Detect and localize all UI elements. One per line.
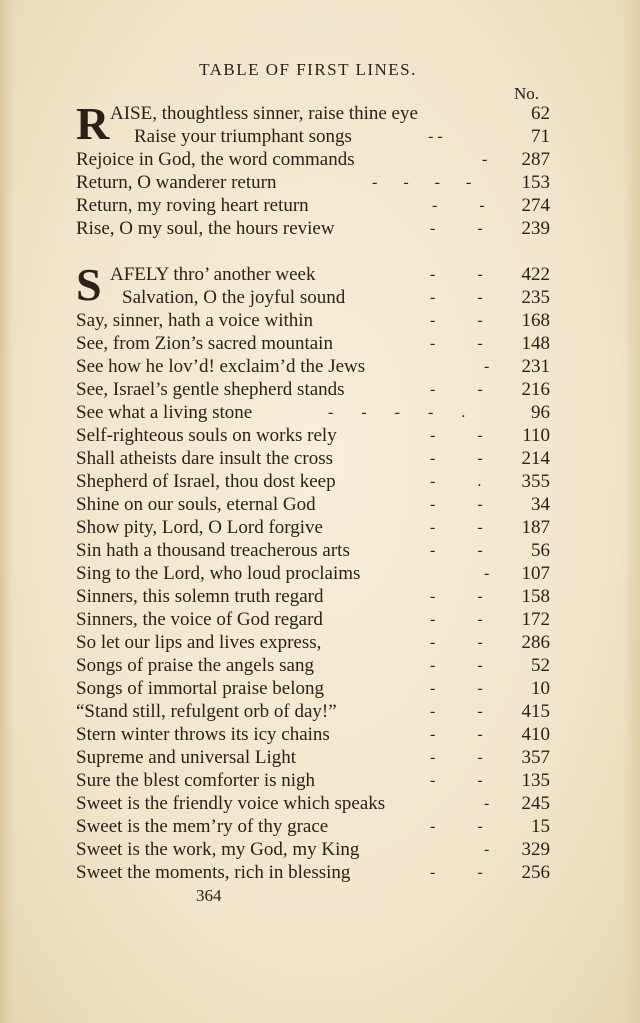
list-item: [76, 838, 550, 861]
first-line-text: Show pity, Lord, O Lord forgive: [76, 517, 323, 538]
list-item: [76, 217, 550, 240]
hymn-number: 52: [531, 655, 550, 676]
leader-dashes: - -: [430, 427, 483, 444]
first-line-text: Songs of praise the angels sang: [76, 655, 314, 676]
hymn-number: 231: [521, 356, 550, 377]
list-item: [76, 585, 550, 608]
list-item: [76, 769, 550, 792]
hymn-number: 355: [521, 471, 550, 492]
first-line-text: Sin hath a thousand treacherous arts: [76, 540, 350, 561]
page-number: 364: [196, 886, 222, 905]
first-line-text: See, Israel’s gentle shepherd stands: [76, 379, 345, 400]
first-line-text: Sweet is the mem’ry of thy grace: [76, 816, 329, 837]
leader-dashes: - .: [430, 473, 482, 490]
leader-dashes: - - - -: [372, 174, 472, 191]
leader-dashes: - -: [432, 197, 485, 214]
list-item: [76, 194, 550, 217]
first-line-text: Self-righteous souls on works rely: [76, 425, 337, 446]
first-line-text: Stern winter throws its icy chains: [76, 724, 330, 745]
first-line-text: Sure the blest comforter is nigh: [76, 770, 316, 791]
hymn-number: 357: [521, 747, 550, 768]
list-item: [76, 401, 550, 424]
list-item: [76, 493, 550, 516]
leader-dashes: - -: [430, 680, 483, 697]
list-item: [76, 447, 550, 470]
list-item: [76, 286, 550, 309]
leader-dashes: - -: [430, 312, 483, 329]
first-line-text: Sinners, this solemn truth regard: [76, 586, 324, 607]
drop-cap: R: [76, 98, 110, 149]
section-r: [76, 98, 550, 240]
first-line-text: See, from Zion’s sacred mountain: [76, 333, 333, 354]
hymn-number: 96: [531, 402, 550, 423]
list-item: [76, 677, 550, 700]
page-edge-shadow: [622, 0, 640, 1023]
first-line-text: “Stand still, refulgent orb of day!”: [76, 701, 337, 722]
page-gutter-shadow: [0, 0, 14, 1023]
list-item: [76, 815, 550, 838]
first-line-text: Return, my roving heart return: [76, 195, 309, 216]
list-item: [76, 539, 550, 562]
section-s: [76, 259, 550, 884]
first-line-text: Rise, O my soul, the hours review: [76, 218, 335, 239]
leader-dashes: - -: [430, 542, 483, 559]
list-item: [76, 562, 550, 585]
list-item: [76, 700, 550, 723]
hymn-number: 110: [522, 425, 550, 446]
leader-dashes: -: [484, 841, 490, 858]
first-line-text: Sweet the moments, rich in blessing: [76, 862, 351, 883]
first-line-text: Shepherd of Israel, thou dost keep: [76, 471, 336, 492]
hymn-number: 62: [531, 103, 550, 124]
hymn-number: 235: [521, 287, 550, 308]
leader-dashes: - -: [430, 289, 483, 306]
first-line-text: AISE, thoughtless sinner, raise thine eye: [110, 103, 418, 124]
hymn-number: 34: [531, 494, 550, 515]
list-item: [76, 424, 550, 447]
hymn-number: 153: [521, 172, 550, 193]
leader-dashes: - - - - .: [328, 404, 466, 421]
list-item: [76, 723, 550, 746]
leader-dashes: - -: [430, 220, 483, 237]
list-item: [76, 355, 550, 378]
leader-dashes: -: [484, 358, 490, 375]
first-line-text: See how he lov’d! exclaim’d the Jews: [76, 356, 366, 377]
first-line-text: AFELY thro’ another week: [110, 264, 316, 285]
hymn-number: 71: [531, 126, 550, 147]
list-item: [76, 470, 550, 493]
first-line-text: Raise your triumphant songs: [134, 126, 352, 147]
leader-dashes: - -: [428, 128, 443, 145]
first-line-text: Sweet is the friendly voice which speaks: [76, 793, 386, 814]
list-item: [76, 861, 550, 884]
leader-dashes: - -: [430, 450, 483, 467]
leader-dashes: - -: [430, 496, 483, 513]
hymn-number: 286: [521, 632, 550, 653]
list-item: [76, 332, 550, 355]
leader-dashes: - -: [430, 266, 483, 283]
hymn-number: 15: [531, 816, 550, 837]
list-item: [76, 654, 550, 677]
first-line-text: Sinners, the voice of God regard: [76, 609, 323, 630]
leader-dashes: - -: [430, 381, 483, 398]
hymn-number: 107: [521, 563, 550, 584]
hymn-number: 422: [521, 264, 550, 285]
first-line-text: Return, O wanderer return: [76, 172, 277, 193]
leader-dashes: - -: [430, 726, 483, 743]
first-line-text: Sing to the Lord, who loud proclaims: [76, 563, 361, 584]
first-line-text: Say, sinner, hath a voice within: [76, 310, 314, 331]
leader-dashes: - -: [430, 657, 483, 674]
hymn-number: 172: [521, 609, 550, 630]
leader-dashes: - -: [430, 864, 483, 881]
hymn-number: 135: [521, 770, 550, 791]
list-item: [76, 171, 550, 194]
leader-dashes: - -: [430, 749, 483, 766]
hymn-number: 287: [521, 149, 550, 170]
leader-dashes: -: [484, 565, 490, 582]
number-column-label: No.: [514, 84, 540, 103]
first-line-text: Salvation, O the joyful sound: [122, 287, 346, 308]
hymn-number: 214: [521, 448, 550, 469]
leader-dashes: - -: [430, 335, 483, 352]
hymn-number: 256: [521, 862, 550, 883]
hymn-number: 158: [521, 586, 550, 607]
hymn-number: 245: [521, 793, 550, 814]
list-item: [76, 608, 550, 631]
list-item: [76, 263, 550, 286]
hymn-number: 148: [521, 333, 550, 354]
hymn-number: 216: [521, 379, 550, 400]
leader-dashes: - -: [430, 634, 483, 651]
list-item: [76, 309, 550, 332]
leader-dashes: - -: [430, 703, 483, 720]
list-item: [76, 125, 550, 148]
hymn-number: 168: [521, 310, 550, 331]
first-line-text: Rejoice in God, the word commands: [76, 149, 355, 170]
first-line-text: Sweet is the work, my God, my King: [76, 839, 360, 860]
hymn-number: 187: [521, 517, 550, 538]
hymn-number: 415: [521, 701, 550, 722]
leader-dashes: - -: [430, 772, 483, 789]
list-item: [76, 378, 550, 401]
drop-cap: S: [76, 259, 102, 310]
list-item: [76, 746, 550, 769]
leader-dashes: - -: [430, 588, 483, 605]
leader-dashes: - -: [430, 519, 483, 536]
list-item: [76, 792, 550, 815]
hymn-number: 239: [521, 218, 550, 239]
first-line-text: Supreme and universal Light: [76, 747, 297, 768]
first-line-text: Shine on our souls, eternal God: [76, 494, 316, 515]
list-item: [76, 631, 550, 654]
list-item: [76, 516, 550, 539]
leader-dashes: - -: [430, 611, 483, 628]
list-item: [76, 102, 550, 125]
list-item: [76, 148, 550, 171]
page-title: TABLE OF FIRST LINES.: [199, 60, 417, 79]
leader-dashes: -: [482, 151, 488, 168]
hymn-number: 56: [531, 540, 550, 561]
leader-dashes: -: [484, 795, 490, 812]
hymn-number: 274: [521, 195, 550, 216]
first-line-text: Shall atheists dare insult the cross: [76, 448, 333, 469]
first-line-text: Songs of immortal praise belong: [76, 678, 325, 699]
hymn-number: 329: [521, 839, 550, 860]
leader-dashes: - -: [430, 818, 483, 835]
hymn-number: 410: [521, 724, 550, 745]
hymn-number: 10: [531, 678, 550, 699]
first-line-text: See what a living stone: [76, 402, 253, 423]
first-line-text: So let our lips and lives express,: [76, 632, 322, 653]
